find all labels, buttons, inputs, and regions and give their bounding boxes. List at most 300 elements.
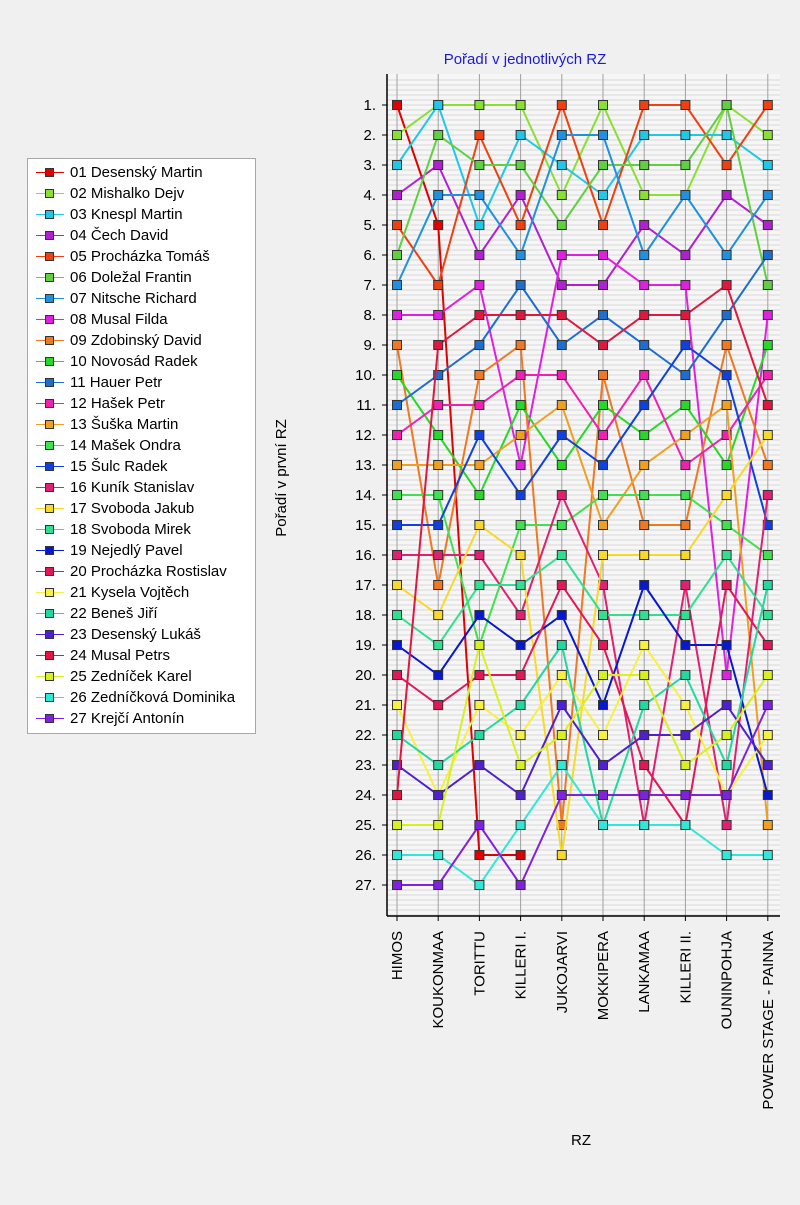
y-tick-label: 14.: [355, 487, 376, 504]
data-point: [599, 341, 608, 350]
data-point: [475, 641, 484, 650]
y-tick-label: 25.: [355, 817, 376, 834]
data-point: [393, 371, 402, 380]
data-point: [557, 101, 566, 110]
data-point: [640, 101, 649, 110]
data-point: [557, 731, 566, 740]
data-point: [393, 281, 402, 290]
legend-label: 11 Hauer Petr: [70, 374, 163, 391]
data-point: [681, 311, 690, 320]
legend-item: [34, 162, 203, 183]
data-point: [763, 161, 772, 170]
legend-label: 03 Knespl Martin: [70, 206, 183, 223]
data-point: [516, 101, 525, 110]
data-point: [640, 161, 649, 170]
data-point: [640, 641, 649, 650]
data-point: [434, 491, 443, 500]
data-point: [475, 671, 484, 680]
data-point: [763, 731, 772, 740]
data-point: [516, 521, 525, 530]
data-point: [393, 401, 402, 410]
data-point: [640, 461, 649, 470]
data-point: [599, 221, 608, 230]
legend-label: 21 Kysela Vojtěch: [70, 584, 190, 601]
data-point: [434, 341, 443, 350]
legend-swatch: [34, 477, 66, 498]
y-tick-label: 24.: [355, 787, 376, 804]
data-point: [763, 281, 772, 290]
x-tick-label: TORITTU: [471, 931, 489, 996]
data-point: [393, 191, 402, 200]
y-tick-label: 12.: [355, 427, 376, 444]
data-point: [557, 791, 566, 800]
data-point: [434, 761, 443, 770]
data-point: [557, 431, 566, 440]
data-point: [516, 191, 525, 200]
data-point: [557, 521, 566, 530]
data-point: [722, 371, 731, 380]
data-point: [763, 791, 772, 800]
chart-title: Pořadí v jednotlivých RZ: [443, 51, 607, 68]
data-point: [393, 221, 402, 230]
legend-label: 12 Hašek Petr: [70, 395, 166, 412]
legend-swatch: [34, 288, 66, 309]
data-point: [516, 161, 525, 170]
data-point: [599, 161, 608, 170]
data-point: [434, 611, 443, 620]
legend-item: [34, 414, 178, 435]
data-point: [681, 251, 690, 260]
data-point: [516, 221, 525, 230]
legend-item: [34, 309, 168, 330]
data-point: [722, 251, 731, 260]
data-point: [763, 611, 772, 620]
data-point: [763, 821, 772, 830]
data-point: [393, 461, 402, 470]
x-tick-label: HIMOS: [389, 931, 406, 981]
legend-item: [34, 645, 170, 666]
legend-swatch: [34, 372, 66, 393]
y-tick-label: 18.: [355, 607, 376, 624]
data-point: [557, 641, 566, 650]
data-point: [516, 251, 525, 260]
data-point: [599, 191, 608, 200]
legend-item: [34, 519, 191, 540]
data-point: [557, 341, 566, 350]
data-point: [599, 641, 608, 650]
data-point: [557, 761, 566, 770]
legend-swatch: [34, 666, 66, 687]
legend-item: [34, 225, 168, 246]
legend-label: 02 Mishalko Dejv: [70, 185, 185, 202]
data-point: [763, 851, 772, 860]
data-point: [722, 161, 731, 170]
x-tick-label: MOKKIPERA: [595, 931, 612, 1021]
data-point: [434, 221, 443, 230]
data-point: [640, 311, 649, 320]
data-point: [393, 671, 402, 680]
data-point: [681, 161, 690, 170]
legend-label: 08 Musal Filda: [70, 311, 168, 328]
y-tick-label: 19.: [355, 637, 376, 654]
legend-label: 06 Doležal Frantin: [70, 269, 192, 286]
data-point: [516, 341, 525, 350]
data-point: [393, 791, 402, 800]
data-point: [722, 311, 731, 320]
data-point: [557, 281, 566, 290]
legend-label: 16 Kuník Stanislav: [70, 479, 195, 496]
x-tick-label: LANKAMAA: [636, 931, 654, 1013]
data-point: [393, 491, 402, 500]
legend-item: [34, 267, 192, 288]
data-point: [434, 311, 443, 320]
legend-label: 22 Beneš Jiří: [70, 605, 158, 622]
data-point: [599, 761, 608, 770]
legend-swatch: [34, 540, 66, 561]
legend-label: 05 Procházka Tomáš: [70, 248, 210, 265]
data-point: [763, 761, 772, 770]
x-axis-label: RZ: [571, 1132, 591, 1149]
data-point: [434, 431, 443, 440]
data-point: [516, 461, 525, 470]
data-point: [393, 131, 402, 140]
data-point: [722, 731, 731, 740]
data-point: [516, 761, 525, 770]
data-point: [763, 641, 772, 650]
data-point: [475, 311, 484, 320]
data-point: [475, 821, 484, 830]
data-point: [475, 761, 484, 770]
y-tick-label: 8.: [363, 307, 376, 324]
data-point: [516, 491, 525, 500]
legend-item: [34, 708, 184, 729]
legend-swatch: [34, 603, 66, 624]
data-point: [763, 371, 772, 380]
data-point: [516, 851, 525, 860]
legend-label: 13 Šuška Martin: [70, 416, 179, 433]
data-point: [557, 551, 566, 560]
data-point: [763, 251, 772, 260]
data-point: [599, 101, 608, 110]
data-point: [599, 371, 608, 380]
data-point: [557, 161, 566, 170]
legend-label: 15 Šulc Radek: [70, 458, 168, 475]
data-point: [640, 611, 649, 620]
data-point: [475, 401, 484, 410]
legend-label: 27 Krejčí Antonín: [70, 710, 185, 727]
y-tick-label: 27.: [355, 877, 376, 894]
y-tick-label: 26.: [355, 847, 376, 864]
legend-label: 04 Čech David: [70, 227, 169, 244]
data-point: [640, 521, 649, 530]
data-point: [722, 131, 731, 140]
legend-label: 09 Zdobinský David: [70, 332, 202, 349]
data-point: [599, 671, 608, 680]
data-point: [557, 851, 566, 860]
data-point: [722, 491, 731, 500]
data-point: [722, 821, 731, 830]
data-point: [599, 431, 608, 440]
data-point: [681, 371, 690, 380]
data-point: [434, 521, 443, 530]
data-point: [599, 491, 608, 500]
data-point: [599, 701, 608, 710]
data-point: [681, 701, 690, 710]
data-point: [516, 701, 525, 710]
legend-swatch: [34, 267, 66, 288]
data-point: [640, 731, 649, 740]
data-point: [557, 491, 566, 500]
data-point: [681, 761, 690, 770]
data-point: [393, 101, 402, 110]
data-point: [516, 551, 525, 560]
data-point: [393, 701, 402, 710]
data-point: [640, 761, 649, 770]
data-point: [393, 551, 402, 560]
data-point: [434, 641, 443, 650]
data-point: [475, 101, 484, 110]
data-point: [763, 431, 772, 440]
x-tick-label: POWER STAGE - PAINNA: [759, 931, 777, 1110]
data-point: [640, 821, 649, 830]
data-point: [434, 551, 443, 560]
data-point: [393, 821, 402, 830]
legend-swatch: [34, 456, 66, 477]
data-point: [599, 791, 608, 800]
data-point: [475, 881, 484, 890]
data-point: [722, 671, 731, 680]
legend-item: [34, 246, 210, 267]
data-point: [516, 791, 525, 800]
legend-item: [34, 204, 183, 225]
data-point: [475, 371, 484, 380]
data-point: [599, 731, 608, 740]
legend-item: [34, 435, 181, 456]
data-point: [722, 521, 731, 530]
data-point: [434, 791, 443, 800]
legend-item: [34, 477, 194, 498]
data-point: [681, 581, 690, 590]
data-point: [557, 221, 566, 230]
legend-swatch: [34, 624, 66, 645]
data-point: [434, 881, 443, 890]
legend-label: 18 Svoboda Mirek: [70, 521, 191, 538]
data-point: [475, 731, 484, 740]
data-point: [763, 311, 772, 320]
legend-label: 24 Musal Petrs: [70, 647, 171, 664]
y-tick-label: 22.: [355, 727, 376, 744]
data-point: [681, 191, 690, 200]
data-point: [393, 611, 402, 620]
data-point: [516, 671, 525, 680]
data-point: [763, 581, 772, 590]
data-point: [599, 821, 608, 830]
data-point: [557, 701, 566, 710]
data-point: [557, 311, 566, 320]
data-point: [681, 611, 690, 620]
legend-item: [34, 624, 201, 645]
y-tick-label: 21.: [355, 697, 376, 714]
legend-swatch: [34, 351, 66, 372]
legend-item: [34, 456, 168, 477]
data-point: [722, 551, 731, 560]
data-point: [393, 641, 402, 650]
legend-item: [34, 666, 192, 687]
legend-swatch: [34, 687, 66, 708]
y-tick-label: 7.: [363, 277, 376, 294]
data-point: [475, 251, 484, 260]
data-point: [557, 581, 566, 590]
data-point: [393, 851, 402, 860]
legend-swatch: [34, 582, 66, 603]
data-point: [681, 821, 690, 830]
data-point: [681, 131, 690, 140]
data-point: [557, 131, 566, 140]
data-point: [557, 191, 566, 200]
data-point: [434, 401, 443, 410]
legend-swatch: [34, 519, 66, 540]
data-point: [516, 431, 525, 440]
data-point: [681, 101, 690, 110]
data-point: [434, 191, 443, 200]
y-tick-label: 15.: [355, 517, 376, 534]
legend-item: [34, 183, 184, 204]
data-point: [557, 401, 566, 410]
legend-swatch: [34, 561, 66, 582]
data-point: [475, 491, 484, 500]
data-point: [516, 311, 525, 320]
data-point: [475, 131, 484, 140]
data-point: [599, 131, 608, 140]
legend-swatch: [34, 708, 66, 729]
data-point: [763, 551, 772, 560]
data-point: [640, 791, 649, 800]
data-point: [722, 761, 731, 770]
legend-item: [34, 561, 227, 582]
data-point: [393, 251, 402, 260]
legend-swatch: [34, 225, 66, 246]
data-point: [557, 671, 566, 680]
x-tick-label: KILLERI I.: [512, 931, 530, 1000]
data-point: [475, 461, 484, 470]
x-tick-label: OUNINPOHJA: [718, 931, 736, 1030]
data-point: [640, 221, 649, 230]
legend-item: [34, 330, 202, 351]
legend-label: 01 Desenský Martin: [70, 164, 203, 181]
data-point: [599, 251, 608, 260]
data-point: [681, 641, 690, 650]
data-point: [516, 371, 525, 380]
data-point: [763, 221, 772, 230]
data-point: [681, 491, 690, 500]
data-point: [599, 551, 608, 560]
data-point: [722, 641, 731, 650]
data-point: [599, 401, 608, 410]
data-point: [722, 281, 731, 290]
data-point: [557, 371, 566, 380]
legend-swatch: [34, 309, 66, 330]
y-tick-label: 20.: [355, 667, 376, 684]
data-point: [640, 491, 649, 500]
data-point: [722, 701, 731, 710]
data-point: [681, 431, 690, 440]
data-point: [722, 581, 731, 590]
data-point: [640, 251, 649, 260]
data-point: [681, 461, 690, 470]
y-tick-label: 10.: [355, 367, 376, 384]
data-point: [763, 701, 772, 710]
y-tick-label: 16.: [355, 547, 376, 564]
legend: [27, 158, 256, 734]
data-point: [434, 821, 443, 830]
data-point: [681, 551, 690, 560]
data-point: [475, 161, 484, 170]
y-tick-label: 17.: [355, 577, 376, 594]
y-tick-label: 11.: [356, 397, 376, 414]
data-point: [393, 581, 402, 590]
data-point: [434, 281, 443, 290]
legend-swatch: [34, 183, 66, 204]
data-point: [393, 311, 402, 320]
legend-swatch: [34, 393, 66, 414]
data-point: [516, 611, 525, 620]
data-point: [640, 131, 649, 140]
data-point: [434, 701, 443, 710]
data-point: [681, 731, 690, 740]
data-point: [640, 551, 649, 560]
data-point: [722, 401, 731, 410]
data-point: [640, 581, 649, 590]
legend-swatch: [34, 204, 66, 225]
data-point: [763, 491, 772, 500]
legend-item: [34, 372, 162, 393]
data-point: [681, 521, 690, 530]
legend-swatch: [34, 645, 66, 666]
legend-label: 19 Nejedlý Pavel: [70, 542, 183, 559]
y-tick-label: 13.: [355, 457, 376, 474]
data-point: [475, 611, 484, 620]
data-point: [763, 401, 772, 410]
data-point: [516, 401, 525, 410]
x-tick-label: KOUKONMAA: [430, 931, 448, 1029]
legend-label: 20 Procházka Rostislav: [70, 563, 227, 580]
data-point: [475, 281, 484, 290]
data-point: [475, 191, 484, 200]
legend-item: [34, 393, 165, 414]
legend-label: 14 Mašek Ondra: [70, 437, 181, 454]
legend-item: [34, 540, 183, 561]
data-point: [516, 581, 525, 590]
data-point: [599, 611, 608, 620]
data-point: [434, 101, 443, 110]
data-point: [599, 281, 608, 290]
data-point: [763, 101, 772, 110]
data-point: [681, 281, 690, 290]
legend-swatch: [34, 246, 66, 267]
data-point: [640, 341, 649, 350]
data-point: [516, 131, 525, 140]
data-point: [516, 281, 525, 290]
legend-label: 23 Desenský Lukáš: [70, 626, 201, 643]
data-point: [516, 731, 525, 740]
data-point: [393, 731, 402, 740]
data-point: [475, 701, 484, 710]
data-point: [640, 281, 649, 290]
y-tick-label: 9.: [363, 337, 376, 354]
data-point: [475, 341, 484, 350]
legend-swatch: [34, 162, 66, 183]
data-point: [557, 461, 566, 470]
